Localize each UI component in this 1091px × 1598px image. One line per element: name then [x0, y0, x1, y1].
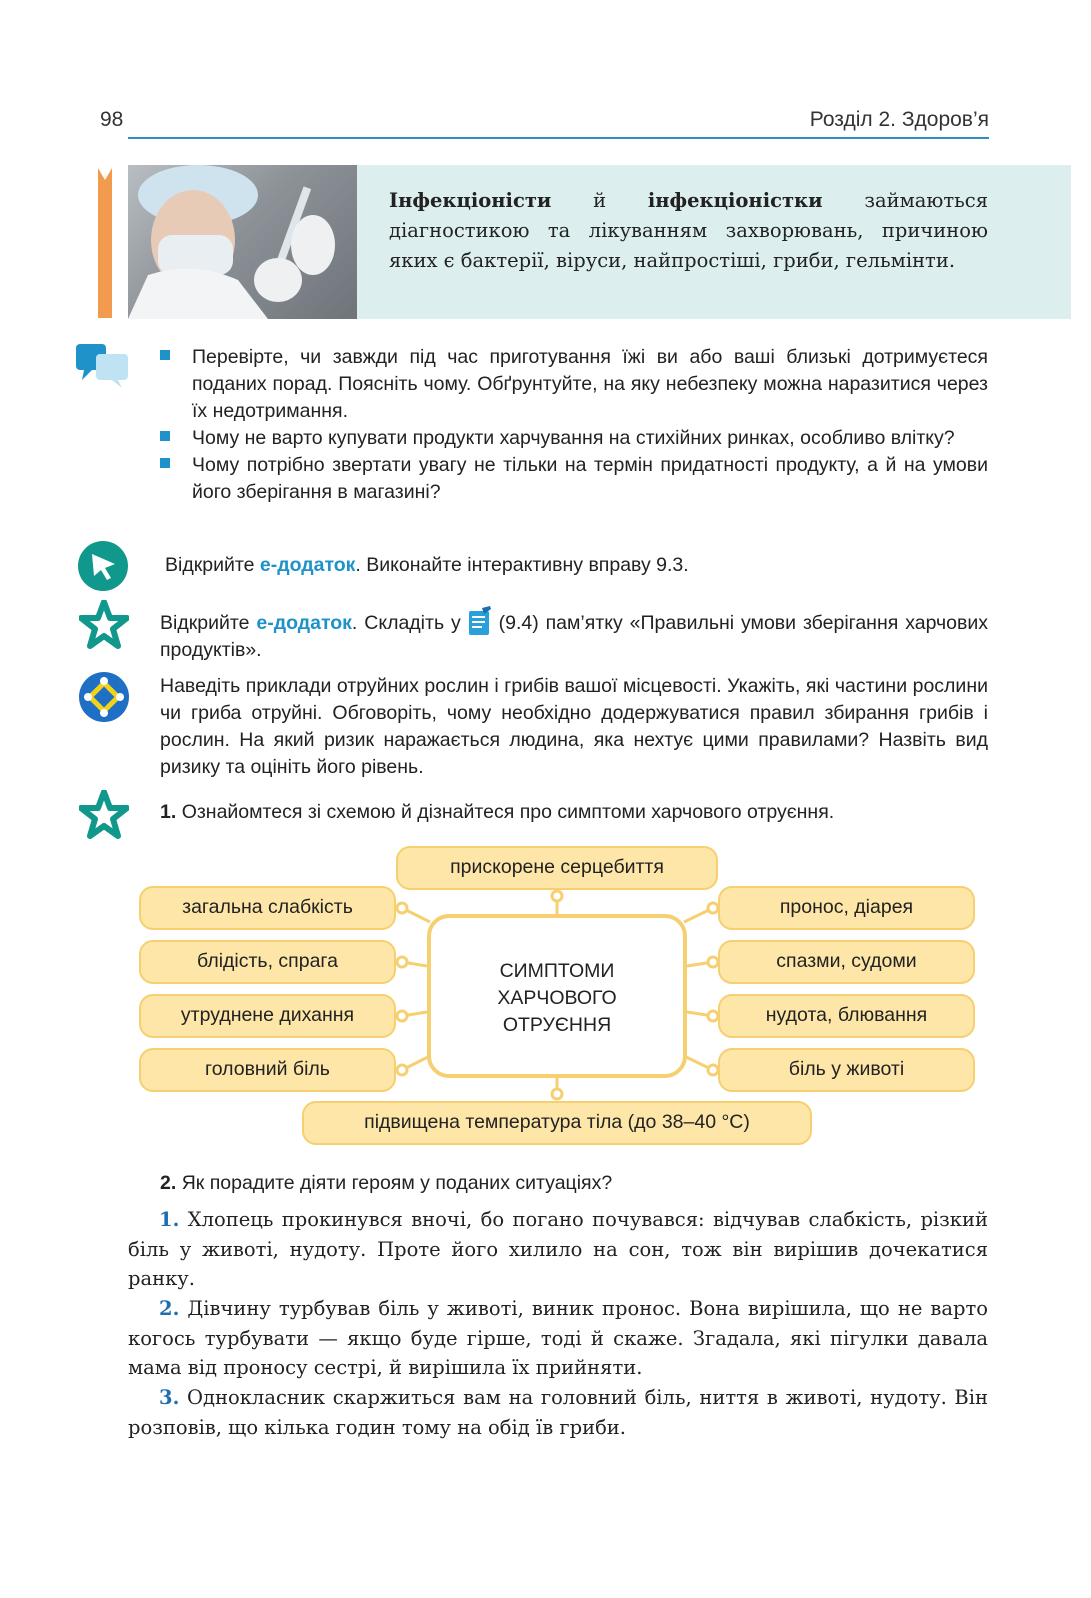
task-prefix: Відкрийте [160, 612, 257, 634]
symptom-bottom: підвищена температура тіла (до 38–40 °С) [302, 1101, 812, 1145]
task-discuss: Наведіть приклади отруйних рослин і грибів вашої місцевості. Укажіть, які частини рослини чи гриба отруйні. Обговоріть, чому необхідно додержуватися правил збирання грибів і рослин. На який ризик наражається людина, яка нехтує цими правилами? Назвіть вид ризику та оцініть його рівень. [160, 675, 988, 778]
center-line: ОТРУЄННЯ [502, 1014, 612, 1036]
center-line: ХАРЧОВОГО [497, 987, 617, 1009]
situation-1 [128, 1205, 988, 1294]
task-text: Як порадите діяти героям у поданих ситуаціях? [181, 1172, 613, 1194]
situation-text: Дівчину турбував біль у животі, виник пронос. Вона вирішила, що не варто когось турбувати — якщо буде гірше, тоді й скаже. Згадала, які пігулки давала мама від проносу сестрі, й вирішила їх прийняти. [128, 1297, 988, 1379]
page-number: 98 [100, 108, 124, 131]
section-title: Розділ 2. Здоров’я [809, 108, 989, 131]
e-app-link[interactable]: е-додаток [256, 612, 352, 634]
symptom-left: блідість, спрага [139, 940, 396, 984]
task-number: 2. [160, 1172, 177, 1194]
task-text: Ознайомтеся зі схемою й дізнайтеся про симптоми харчового отруєння. [181, 801, 835, 823]
symptom-right: спазми, судоми [718, 940, 975, 984]
situation-text: Однокласник скаржиться вам на головний біль, ниття в животі, нудоту. Він розповів, що кілька годин тому на обід їв гриби. [128, 1386, 988, 1439]
situation-text: Хлопець прокинувся вночі, бо погано почувався: відчував слабкість, різкий біль у животі, нудоту. Проте його хилило на сон, тож він вирішив дочекатися ранку. [128, 1208, 988, 1290]
question-text: Перевірте, чи завжди під час приготування їжі ви або ваші близькі дотримуєтеся поданих порад. Поясніть чому. Обґрунтуйте, на яку небезпеку можна наразитися через їх недотримання. [192, 346, 988, 422]
term-1: Інфекціоністи [389, 189, 552, 212]
symptom-left: утруднене дихання [139, 994, 396, 1038]
center-line: СИМПТОМИ [499, 960, 615, 982]
symptom-top: прискорене серцебиття [396, 846, 718, 890]
info-rest: займаються діагностикою та лікуванням захворювань, причиною яких є бактерії, віруси, найпростіші, гриби, гельмінти. [389, 189, 988, 272]
symptom-left: головний біль [139, 1048, 396, 1092]
task-suffix-2: (9.4) пам’ятку «Правильні умови зберігання харчових продуктів». [160, 612, 988, 661]
symptom-left: загальна слабкість [139, 886, 396, 930]
info-connector: й [551, 189, 648, 212]
situation-number: 3. [159, 1386, 180, 1409]
term-2: інфекціоністки [647, 189, 823, 212]
diagram-center [427, 914, 687, 1078]
task-suffix: . Складіть у [351, 612, 468, 634]
question-text: Чому потрібно звертати увагу не тільки на термін придатності продукту, а й на умови його зберігання в магазині? [192, 454, 988, 503]
symptom-right: біль у животі [718, 1048, 975, 1092]
symptom-right: нудота, блювання [718, 994, 975, 1038]
situation-2 [128, 1294, 988, 1383]
symptom-right: пронос, діарея [718, 886, 975, 930]
task-prefix: Відкрийте [165, 554, 260, 576]
situation-number: 1. [159, 1208, 180, 1231]
e-app-link[interactable]: е-додаток [259, 554, 356, 576]
task-number: 1. [160, 801, 177, 823]
situation-3 [128, 1383, 988, 1442]
task-2 [160, 1170, 988, 1197]
question-text: Чому не варто купувати продукти харчування на стихійних ринках, особливо влітку? [192, 427, 955, 449]
situation-number: 2. [159, 1297, 180, 1320]
task-suffix: . Виконайте інтерактивну вправу 9.3. [355, 554, 689, 576]
